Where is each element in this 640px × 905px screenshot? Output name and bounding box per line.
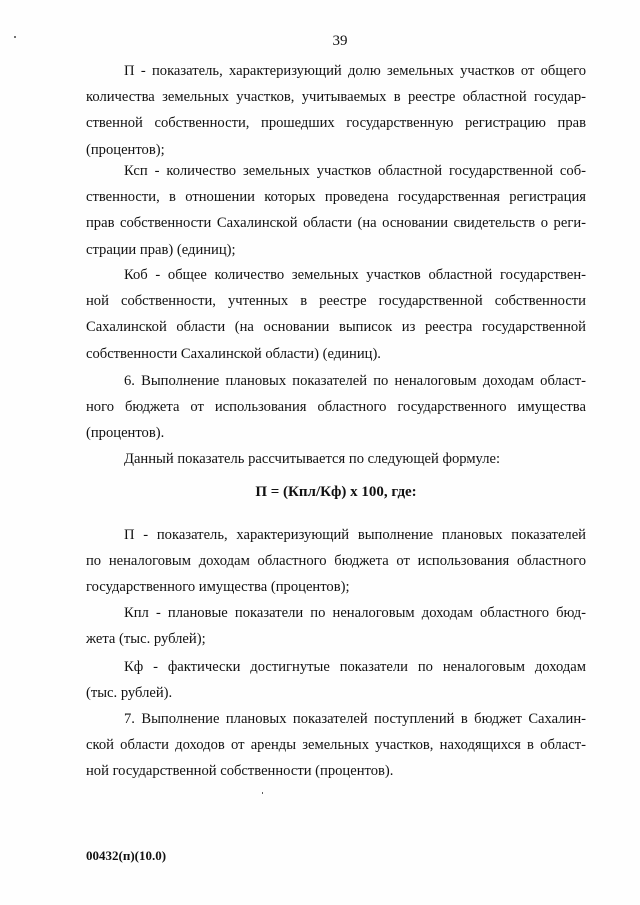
paragraph-kf-definition xyxy=(86,654,586,706)
scan-speck xyxy=(262,792,263,794)
scan-speck xyxy=(14,36,16,38)
formula: П = (Кпл/Кф) х 100, где: xyxy=(255,484,417,500)
document-code: 00432(п)(10.0) xyxy=(86,848,167,863)
text-line: ской области доходов от аренды земельных участков, находящихся в област- xyxy=(86,737,586,754)
text-line: (тыс. рублей). xyxy=(86,685,173,702)
text-line: П - показатель, характеризующий выполнение плановых показателей xyxy=(124,527,586,543)
text-line: Ксп - количество земельных участков областной государственной соб- xyxy=(124,163,586,179)
text-line: количества земельных участков, учитываемых в реестре областной государ- xyxy=(86,89,586,106)
text-line: страции прав) (единиц); xyxy=(86,241,236,258)
paragraph-p-execution-definition xyxy=(86,522,586,601)
text-line: Кпл - плановые показатели по неналоговым доходам областного бюд- xyxy=(124,605,586,621)
text-line: жета (тыс. рублей); xyxy=(86,631,206,648)
text-line: (процентов); xyxy=(86,141,165,158)
paragraph-ksp-definition xyxy=(86,158,586,263)
text-line: Кф - фактически достигнутые показатели по неналоговым доходам xyxy=(124,659,586,675)
text-line: ственности, в отношении которых проведена государственная регистрация xyxy=(86,189,586,206)
paragraph-item-7 xyxy=(86,706,586,785)
text-line: Сахалинской области (на основании выписок из реестра государственной xyxy=(86,319,586,336)
paragraph-formula-intro xyxy=(86,446,586,472)
text-line: Данный показатель рассчитывается по следующей формуле: xyxy=(124,451,501,467)
text-line: государственного имущества (процентов); xyxy=(86,579,350,596)
text-line: собственности Сахалинской области) (единиц). xyxy=(86,345,381,362)
page-number: 39 xyxy=(332,33,348,49)
text-line: П - показатель, характеризующий долю земельных участков от общего xyxy=(124,63,586,79)
text-line: по неналоговым доходам областного бюджета от использования областного xyxy=(86,553,586,570)
paragraph-kpl-definition xyxy=(86,600,586,652)
paragraph-p-share-definition xyxy=(86,58,586,163)
text-line: 7. Выполнение плановых показателей поступлений в бюджет Сахалин- xyxy=(124,711,586,727)
paragraph-kob-definition xyxy=(86,262,586,367)
text-line: 6. Выполнение плановых показателей по неналоговым доходам област- xyxy=(124,373,586,389)
text-line: (процентов). xyxy=(86,425,165,442)
text-line: Коб - общее количество земельных участков областной государствен- xyxy=(124,267,586,283)
text-line: ственной собственности, прошедших государственную регистрацию прав xyxy=(86,115,586,132)
text-line: ного бюджета от использования областного государственного имущества xyxy=(86,399,586,416)
text-line: ной государственной собственности (процентов). xyxy=(86,763,394,780)
paragraph-item-6 xyxy=(86,368,586,447)
text-line: прав собственности Сахалинской области (на основании свидетельств о реги- xyxy=(86,215,586,232)
text-line: ной собственности, учтенных в реестре государственной собственности xyxy=(86,293,586,310)
